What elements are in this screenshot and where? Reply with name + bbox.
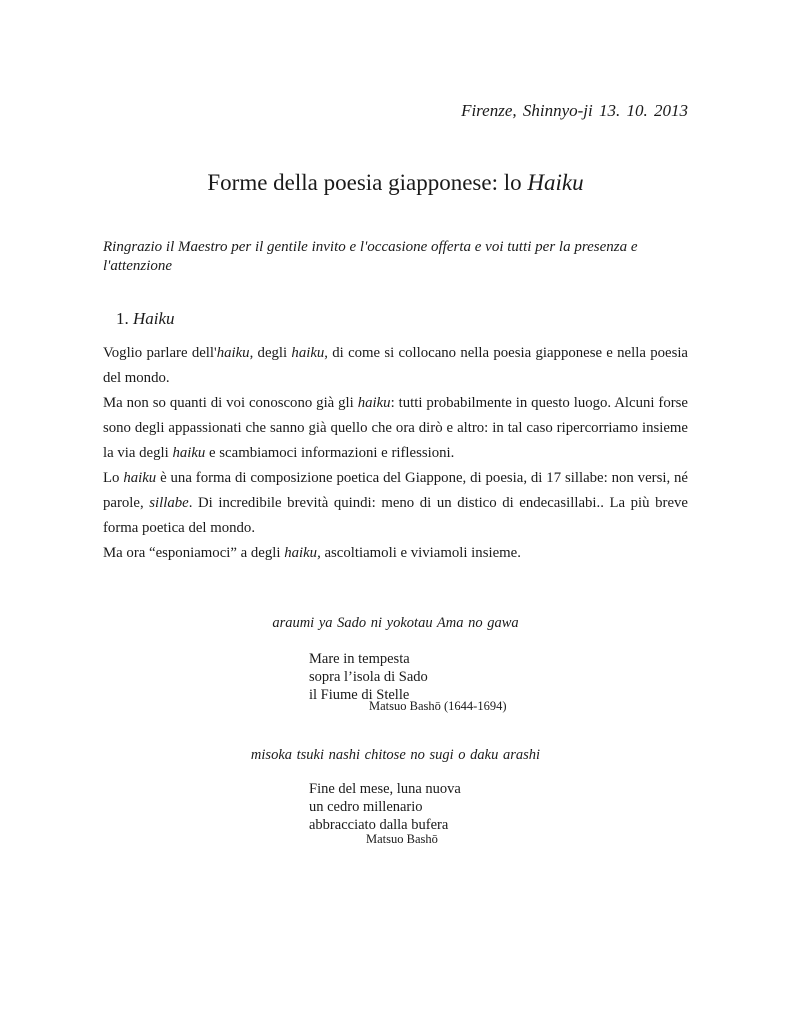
haiku-2-line-2: un cedro millenario [309,799,423,815]
italic-run: haiku, [284,545,321,561]
haiku-1-romaji: araumi ya Sado ni yokotau Ama no gawa [272,615,519,631]
haiku-2-line-3: abbracciato dalla bufera [309,817,449,833]
section-title: Haiku [133,309,175,328]
title-prefix: Forme della poesia giapponese: lo [207,170,528,195]
italic-run: sillabe [149,495,189,511]
document-title [0,170,791,196]
body-paragraph-1 [103,341,688,391]
haiku-2-author: Matsuo Bashō [366,832,438,846]
place-date-line: Firenze, Shinnyo-ji 13. 10. 2013 [461,101,688,120]
haiku-2-line-1: Fine del mese, luna nuova [309,781,461,797]
italic-run: haiku [172,445,206,461]
haiku-2-romaji: misoka tsuki nashi chitose no sugi o daku arashi [250,747,541,763]
haiku-1-author: Matsuo Bashō (1644-1694) [369,699,507,713]
text-run: ascoltiamoli e viviamoli insieme. [320,545,521,561]
text-run: . Di incredibile brevità quindi: meno di un distico di endecasillabi.. La più breve forma poetica del mondo. [103,495,688,536]
italic-run: haiku [123,470,157,486]
title-italic-word: Haiku [527,170,584,195]
haiku-2-translation [309,780,461,834]
body-paragraph-4 [103,541,688,566]
text-run: Ma ora “esponiamoci” a degli [103,545,285,561]
text-run: , di come si collocano nella poesia giapponese e nella poesia del mondo. [103,345,689,386]
text-run: e scambiamoci informazioni e riflessioni. [205,445,455,461]
acknowledgement-paragraph: Ringrazio il Maestro per il gentile invito e l'occasione offerta e voi tutti per la presenza e l'attenzione [103,239,638,274]
italic-run: haiku [216,345,250,361]
text-run: Ma non so quanti di voi conoscono già gli [103,395,358,411]
section-number: 1. [116,309,133,328]
haiku-1-line-3: il Fiume di Stelle [309,687,410,703]
text-run: Lo [103,470,124,486]
haiku-1-line-2: sopra l’isola di Sado [309,669,428,685]
body-text [103,341,688,566]
text-run: , degli [249,345,292,361]
italic-run: haiku [357,395,391,411]
italic-run: haiku [291,345,325,361]
section-heading [116,309,175,329]
haiku-1-translation [309,650,428,704]
text-run: : tutti probabilmente in questo luogo. Alcuni forse sono degli appassionati che sanno già quello che ora dirò e altro: in tal caso ripercorriamo insieme la via degli [103,395,688,461]
body-paragraph-2 [103,391,688,466]
text-run: è una forma di composizione poetica del Giappone, di poesia, di 17 sillabe: non versi, né parole, [103,470,688,511]
text-run: Voglio parlare dell' [103,345,217,361]
body-paragraph-3 [103,466,688,541]
haiku-1-line-1: Mare in tempesta [309,651,410,667]
